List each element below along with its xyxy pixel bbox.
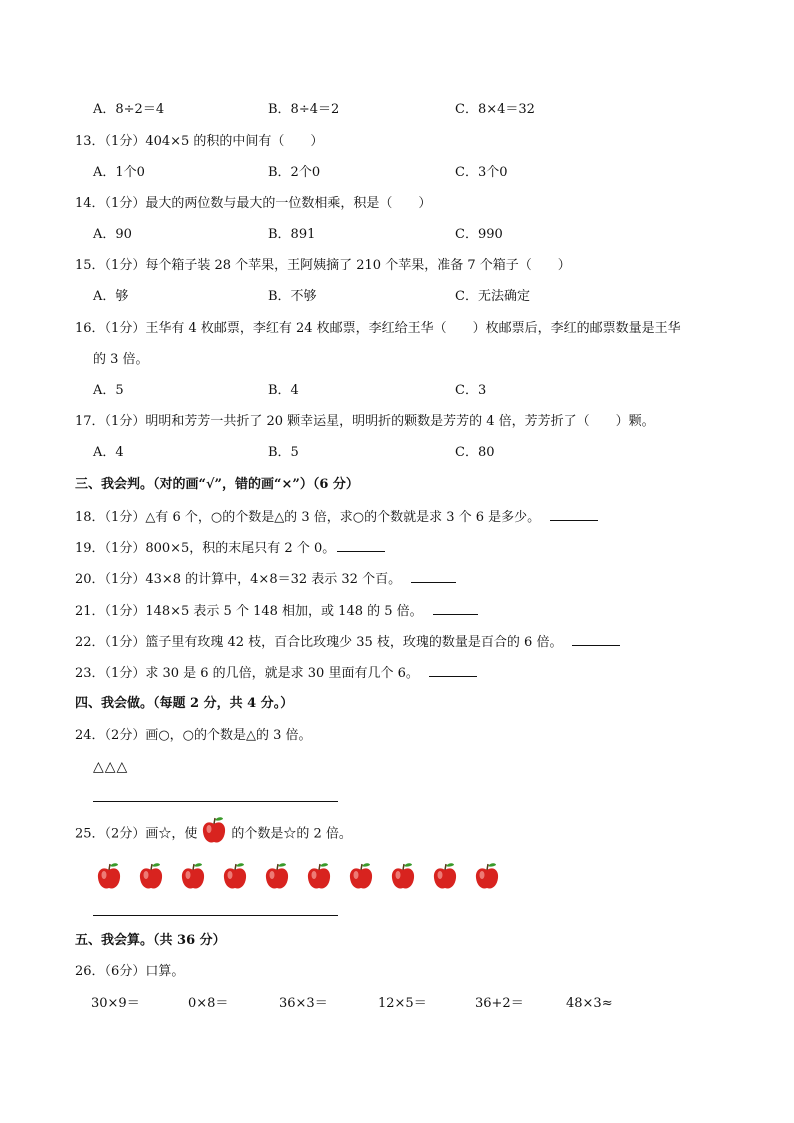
q12-option-a: A．8÷2＝4 xyxy=(93,102,165,117)
q17-question: 17．（1分）明明和芳芳一共折了 20 颗幸运星，明明折的颗数是芳芳的 4 倍，芳芳折了（ ）颗。 xyxy=(75,414,655,429)
q12-option-c: C．8×4＝32 xyxy=(455,102,535,117)
answer-blank[interactable] xyxy=(572,633,620,646)
judge-item-18 xyxy=(75,508,598,527)
judge-item-19 xyxy=(75,539,385,558)
q13-option-c: C．3个0 xyxy=(455,165,508,180)
q16-option-c: C．3 xyxy=(455,383,487,398)
q14-option-a: A．90 xyxy=(93,227,132,242)
q17-option-a: A．4 xyxy=(93,445,124,460)
judge-text: 23．（1分）求 30 是 6 的几倍，就是求 30 里面有几个 6。 xyxy=(75,666,419,681)
q16-option-a: A．5 xyxy=(93,383,124,398)
q13-question: 13．（1分）404×5 的积的中间有（ ） xyxy=(75,134,324,149)
q16-option-b: B．4 xyxy=(268,383,299,398)
judge-text: 18．（1分）△有 6 个，○的个数是△的 3 倍，求○的个数就是求 3 个 6 是多少。 xyxy=(75,510,541,525)
answer-blank[interactable] xyxy=(433,602,478,615)
q15-option-c: C．无法确定 xyxy=(455,289,530,304)
q13-option-b: B．2个0 xyxy=(268,165,321,180)
apple-icon xyxy=(430,861,460,891)
judge-item-23 xyxy=(75,664,477,683)
apple-icon xyxy=(220,861,250,891)
apple-icon xyxy=(388,861,418,891)
apple-icon xyxy=(178,861,208,891)
q25-text-before: 25．（2分）画☆，使 xyxy=(75,826,198,842)
section-5-title: 五、我会算。（共 36 分） xyxy=(75,933,226,948)
q26-question: 26．（6分）口算。 xyxy=(75,964,185,979)
apple-icon xyxy=(94,861,124,891)
apple-icon xyxy=(346,861,376,891)
q25-answer-line[interactable] xyxy=(93,915,338,916)
judge-item-20 xyxy=(75,570,456,589)
apple-icon xyxy=(262,861,292,891)
apple-icon xyxy=(136,861,166,891)
q25-text-after: 的个数是☆的 2 倍。 xyxy=(231,826,352,842)
q15-option-a: A．够 xyxy=(93,289,129,304)
q24-question: 24．（2分）画○，○的个数是△的 3 倍。 xyxy=(75,728,312,743)
judge-text: 19．（1分）800×5，积的末尾只有 2 个 0。 xyxy=(75,541,336,556)
answer-blank[interactable] xyxy=(337,539,385,552)
answer-blank[interactable] xyxy=(411,570,456,583)
q24-triangles: △△△ xyxy=(93,759,129,775)
q13-option-a: A．1个0 xyxy=(93,165,145,180)
q25-question xyxy=(75,823,352,845)
q12-option-b: B．8÷4＝2 xyxy=(268,102,340,117)
q25-apple-row xyxy=(94,861,514,891)
section-4-title: 四、我会做。（每题 2 分，共 4 分。） xyxy=(75,696,294,711)
q15-question: 15．（1分）每个箱子装 28 个苹果，王阿姨摘了 210 个苹果，准备 7 个箱子（ ） xyxy=(75,258,571,273)
judge-item-21 xyxy=(75,602,478,621)
q14-option-b: B．891 xyxy=(268,227,316,242)
judge-text: 20．（1分）43×8 的计算中，4×8＝32 表示 32 个百。 xyxy=(75,572,402,587)
apple-icon xyxy=(472,861,502,891)
q16-question-line2: 的 3 倍。 xyxy=(93,352,149,367)
apple-icon xyxy=(304,861,334,891)
calc-item: 36×3＝ xyxy=(279,996,328,1011)
judge-text: 22．（1分）篮子里有玫瑰 42 枝，百合比玫瑰少 35 枝，玫瑰的数量是百合的 6 倍。 xyxy=(75,635,563,650)
q17-option-c: C．80 xyxy=(455,445,495,460)
calc-item: 36+2＝ xyxy=(475,996,524,1011)
q14-option-c: C．990 xyxy=(455,227,503,242)
judge-text: 21．（1分）148×5 表示 5 个 148 相加，或 148 的 5 倍。 xyxy=(75,604,423,619)
q17-option-b: B．5 xyxy=(268,445,299,460)
calc-item: 30×9＝ xyxy=(91,996,140,1011)
judge-item-22 xyxy=(75,633,620,652)
q14-question: 14．（1分）最大的两位数与最大的一位数相乘，积是（ ） xyxy=(75,196,432,211)
q15-option-b: B．不够 xyxy=(268,289,317,304)
answer-blank[interactable] xyxy=(550,508,598,521)
calc-item: 0×8＝ xyxy=(188,996,229,1011)
calc-item: 48×3≈ xyxy=(566,996,613,1011)
answer-blank[interactable] xyxy=(429,664,477,677)
q16-question-line1: 16．（1分）王华有 4 枚邮票，李红有 24 枚邮票，李红给王华（ ）枚邮票后，李红的邮票数量是王华 xyxy=(75,321,681,336)
q24-answer-line[interactable] xyxy=(93,801,338,802)
section-3-title: 三、我会判。（对的画“√”，错的画“×”）（6 分） xyxy=(75,477,359,492)
apple-icon xyxy=(199,815,229,845)
calc-item: 12×5＝ xyxy=(378,996,427,1011)
